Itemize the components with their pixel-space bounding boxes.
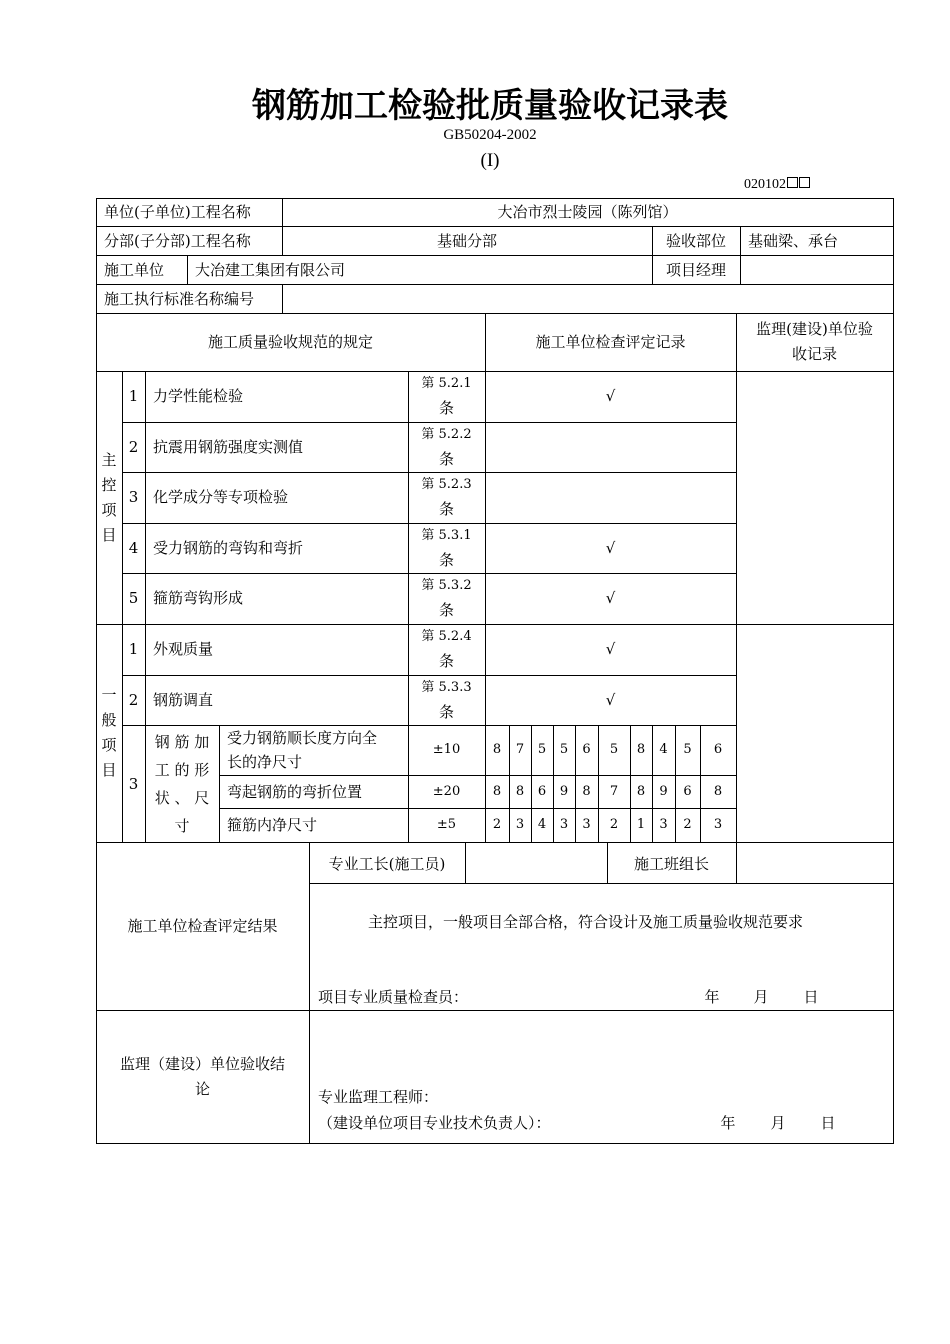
item3-no: 3 (128, 774, 139, 793)
clause-line: 条 (438, 601, 454, 619)
result-date-day: 日 (803, 988, 819, 1006)
general-item-no: 1 (128, 640, 139, 658)
spec-header: 施工质量验收规范的规定 (207, 333, 373, 351)
main-item-name: 箍筋弯钩形成 (153, 589, 244, 607)
sub-label: 分部(子分部)工程名称 (104, 232, 251, 250)
measured-value: 1 (636, 817, 646, 832)
supervision-date-year: 年 (720, 1114, 736, 1132)
measured-value: 8 (636, 742, 646, 757)
sub-value: 基础分部 (436, 232, 497, 250)
main-item-no: 4 (128, 539, 139, 557)
main-item-result: √ (605, 387, 616, 405)
measured-value: 5 (559, 742, 569, 757)
engineer-label: 专业监理工程师： (318, 1088, 439, 1106)
general-group-label (96, 624, 122, 842)
main-item-result (485, 422, 736, 472)
measured-value: 2 (492, 817, 502, 832)
main-item-name: 抗震用钢筋强度实测值 (153, 438, 304, 456)
main-item-no: 5 (128, 589, 139, 607)
owner-label: （建设单位项目专业技术负责人）： (318, 1114, 551, 1132)
clause-line: 第 5.2.3 (421, 477, 472, 492)
measured-value: 7 (515, 742, 525, 757)
measured-value: 3 (515, 817, 525, 832)
accept-part-label: 验收部位 (665, 232, 726, 250)
main-group-char: 项 (101, 500, 117, 519)
main-item-no: 1 (128, 387, 139, 405)
measured-value: 7 (609, 784, 619, 799)
construct-label: 施工单位 (104, 261, 165, 279)
general-group-char: 一 (101, 686, 117, 704)
measured-value: 8 (492, 742, 502, 757)
table-number: (I) (480, 150, 500, 171)
item3-tolerance: ±20 (432, 784, 461, 799)
measured-value: 3 (582, 817, 591, 832)
main-item-no: 2 (128, 438, 139, 456)
clause-line: 条 (438, 399, 454, 417)
measured-value: 6 (537, 784, 547, 799)
supervision-date-month: 月 (770, 1114, 786, 1132)
foreman-value (465, 843, 607, 884)
clause-line: 第 5.3.1 (421, 528, 472, 543)
code-box (787, 177, 798, 188)
clause-line: 条 (438, 551, 454, 569)
result-date-year: 年 (704, 988, 720, 1006)
clause-line: 条 (438, 450, 454, 468)
measured-value: 6 (683, 784, 692, 799)
measured-value: 8 (582, 784, 591, 799)
general-item-name: 钢筋调直 (153, 691, 214, 709)
sub-label-line: 弯起钢筋的弯折位置 (227, 783, 363, 801)
main-item-result: √ (605, 539, 616, 557)
team-leader-label: 施工班组长 (633, 854, 709, 873)
main-item-no: 3 (128, 488, 139, 506)
item3-name-line: 工 的 形 (154, 760, 210, 779)
item3-sub-label (219, 776, 408, 808)
clause-line: 第 5.3.3 (421, 680, 472, 695)
main-item-name: 受力钢筋的弯钩和弯折 (153, 539, 304, 557)
general-group-char: 般 (101, 711, 117, 729)
measured-value: 9 (659, 784, 668, 799)
item3-name-line: 寸 (174, 816, 190, 835)
measured-value: 2 (609, 817, 619, 832)
supervision-label-line2: 论 (194, 1079, 210, 1098)
item3-tolerance: ±5 (436, 817, 457, 832)
measured-value: 5 (683, 742, 692, 757)
form-code-text: 020102 (744, 177, 786, 192)
unit-label: 单位(子单位)工程名称 (104, 203, 251, 221)
general-item-result: √ (605, 691, 616, 709)
supervision-label (96, 1010, 309, 1143)
supervise-header-line1: 监理(建设)单位验 (756, 320, 873, 338)
general-item-result: √ (605, 640, 616, 658)
form-code (744, 177, 810, 193)
clause-line: 条 (438, 652, 454, 670)
measured-value: 8 (492, 784, 502, 799)
main-item-clause (408, 422, 485, 472)
general-item-no: 2 (128, 691, 139, 709)
main-group-char: 目 (101, 525, 117, 544)
item3-name-line: 状 、 尺 (154, 788, 210, 807)
construct-value: 大冶建工集团有限公司 (195, 261, 346, 279)
result-text: 主控项目，一般项目全部合格，符合设计及施工质量验收规范要求 (368, 913, 804, 931)
std-label: 施工执行标准名称编号 (104, 290, 255, 308)
supervise-header-line2: 收记录 (791, 345, 837, 363)
measured-value: 4 (537, 817, 547, 832)
item3-name-line: 钢 筋 加 (154, 732, 210, 751)
grid-line-h (96, 1143, 894, 1144)
clause-line: 条 (438, 703, 454, 721)
accept-part-value: 基础梁、承台 (748, 232, 839, 250)
general-group-char: 项 (101, 736, 117, 754)
main-item-clause (408, 523, 485, 573)
measured-value: 3 (659, 817, 668, 832)
general-item-name: 外观质量 (153, 640, 214, 658)
main-item-name: 力学性能检验 (153, 387, 244, 405)
main-item-clause (408, 371, 485, 421)
supervision-label-line1: 监理（建设）单位验收结 (119, 1054, 285, 1073)
page-title: 钢筋加工检验批质量验收记录表 (252, 86, 728, 126)
measured-value: 3 (559, 817, 569, 832)
grid-line-v (893, 198, 894, 1144)
result-date-month: 月 (753, 988, 769, 1006)
clause-line: 条 (438, 500, 454, 518)
main-group-char: 控 (101, 475, 117, 494)
main-item-result (485, 472, 736, 522)
record-header: 施工单位检查评定记录 (535, 333, 686, 351)
measured-value: 8 (515, 784, 525, 799)
main-item-clause (408, 573, 485, 623)
main-item-name: 化学成分等专项检验 (153, 488, 289, 506)
supervision-date-day: 日 (820, 1114, 836, 1132)
measured-value: 8 (713, 784, 723, 799)
measured-value: 5 (609, 742, 619, 757)
std-value (282, 285, 893, 313)
clause-line: 第 5.2.4 (421, 629, 472, 644)
measured-value: 6 (713, 742, 723, 757)
item3-name (145, 725, 219, 842)
main-group-char: 主 (101, 450, 117, 469)
team-leader-value (736, 843, 893, 884)
foreman-label: 专业工长(施工员) (328, 854, 446, 873)
clause-line: 第 5.2.2 (421, 427, 472, 442)
measured-value: 9 (559, 784, 569, 799)
measured-value: 4 (659, 742, 668, 757)
inspector-label: 项目专业质量检查员： (318, 988, 469, 1006)
sub-label-line: 长的净尺寸 (227, 753, 303, 771)
main-group-label (96, 371, 122, 624)
main-item-clause (408, 472, 485, 522)
general-item-clause (408, 624, 485, 674)
sub-label-line: 箍筋内净尺寸 (227, 816, 318, 834)
supervise-header (736, 313, 893, 371)
sub-label-line: 受力钢筋顺长度方向全 (227, 729, 378, 747)
clause-line: 第 5.2.1 (421, 376, 472, 391)
item3-sub-label (219, 808, 408, 842)
result-label: 施工单位检查评定结果 (127, 917, 278, 935)
measured-value: 6 (582, 742, 591, 757)
measured-value: 5 (537, 742, 547, 757)
code-box (799, 177, 810, 188)
main-item-result: √ (605, 589, 616, 607)
measured-value: 3 (713, 817, 723, 832)
item3-tolerance: ±10 (432, 742, 461, 757)
grid-line-v (736, 313, 737, 843)
unit-value: 大冶市烈士陵园（陈列馆） (497, 203, 678, 221)
general-item-clause (408, 675, 485, 725)
manager-label: 项目经理 (665, 261, 726, 279)
measured-value: 2 (683, 817, 692, 832)
standard-code: GB50204-2002 (443, 127, 537, 143)
general-group-char: 目 (101, 761, 117, 779)
manager-value (740, 256, 893, 284)
clause-line: 第 5.3.2 (421, 578, 472, 593)
item3-sub-label (219, 725, 408, 775)
measured-value: 8 (636, 784, 646, 799)
